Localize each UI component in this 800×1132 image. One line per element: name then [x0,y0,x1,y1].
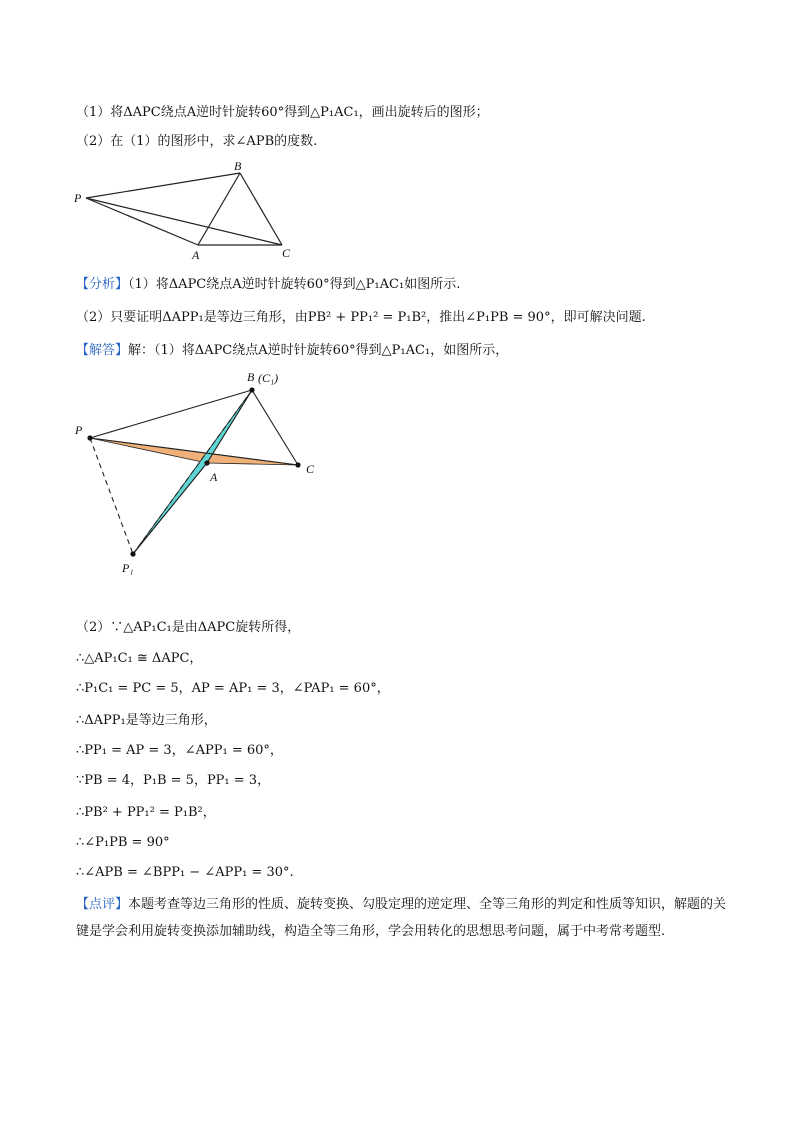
analysis-line-2: （2）只要证明ΔAPP₁是等边三角形，由PB² + PP₁² = P₁B²，推出∠P₁PB = 90°，即可解决问题. [76,310,646,325]
label-p1: P₁ [122,561,134,575]
solution-step: ∴ΔAPP₁是等边三角形， [76,713,217,728]
point-p1 [130,551,135,556]
question-part-2: （2）在（1）的图形中，求∠APB的度数. [76,134,318,149]
label-b: B [247,370,255,384]
figure-1-triangle [70,158,310,268]
comment-tag: 【点评】 [76,897,129,912]
label-c1: (C₁) [258,371,279,385]
solution-step: ∴△AP₁C₁ ≅ ΔAPC， [76,651,203,666]
point-b [249,387,254,392]
solution-step: ∴P₁C₁ = PC = 5，AP = AP₁ = 3，∠PAP₁ = 60°， [76,681,390,696]
segment-bc [240,173,282,245]
segment-pb [86,173,240,198]
comment-paragraph [76,891,736,945]
analysis-text-1: （1）将ΔAPC绕点A逆时针旋转60°得到△P₁AC₁如图所示. [128,277,461,292]
solution-line-1 [76,342,508,360]
solution-step: ∴∠P₁PB = 90° [76,835,170,850]
label-a: A [192,248,200,262]
label-a: A [210,470,218,484]
solution-step: ∴PP₁ = AP = 3，∠APP₁ = 60°， [76,743,283,758]
question-part-1: （1）将ΔAPC绕点A逆时针旋转60°得到△P₁AC₁，画出旋转后的图形； [76,105,489,120]
dashed-bp1 [133,390,252,554]
comment-text: 本题考查等边三角形的性质、旋转变换、勾股定理的逆定理、全等三角形的判定和性质等知识，解题的关键是学会利用旋转变换添加辅助线，构造全等三角形，学会用转化的思想思考问题，属于中考常考题型. [76,897,727,939]
solution-step: ∵PB = 4，P₁B = 5，PP₁ = 3， [76,773,271,788]
solution-tag: 【解答】 [76,343,129,358]
dashed-pp1 [90,438,133,554]
label-c: C [306,462,315,476]
label-c: C [282,246,291,260]
segment-ap1 [133,463,207,554]
segment-ba [198,173,240,245]
solution-step: （2）∵△AP₁C₁是由ΔAPC旋转所得， [76,620,301,635]
label-b: B [234,159,242,173]
segment-pc [90,438,298,465]
solution-text-1: 解：（1）将ΔAPC绕点A逆时针旋转60°得到△P₁AC₁，如图所示， [128,343,509,358]
analysis-tag: 【分析】 [76,277,129,292]
point-c [295,462,300,467]
segment-pb [90,390,252,438]
point-p [87,435,92,440]
solution-step: ∴PB² + PP₁² = P₁B²， [76,805,216,820]
segment-pa [86,198,198,245]
segment-pc [86,198,282,245]
point-a [204,460,209,465]
analysis-line-1 [76,276,460,294]
solution-step: ∴∠APB = ∠BPP₁ − ∠APP₁ = 30°. [76,865,294,880]
segment-bc [252,390,298,465]
label-p: P [75,423,83,437]
figure-2-rotation [70,368,330,578]
label-p: P [74,191,82,205]
